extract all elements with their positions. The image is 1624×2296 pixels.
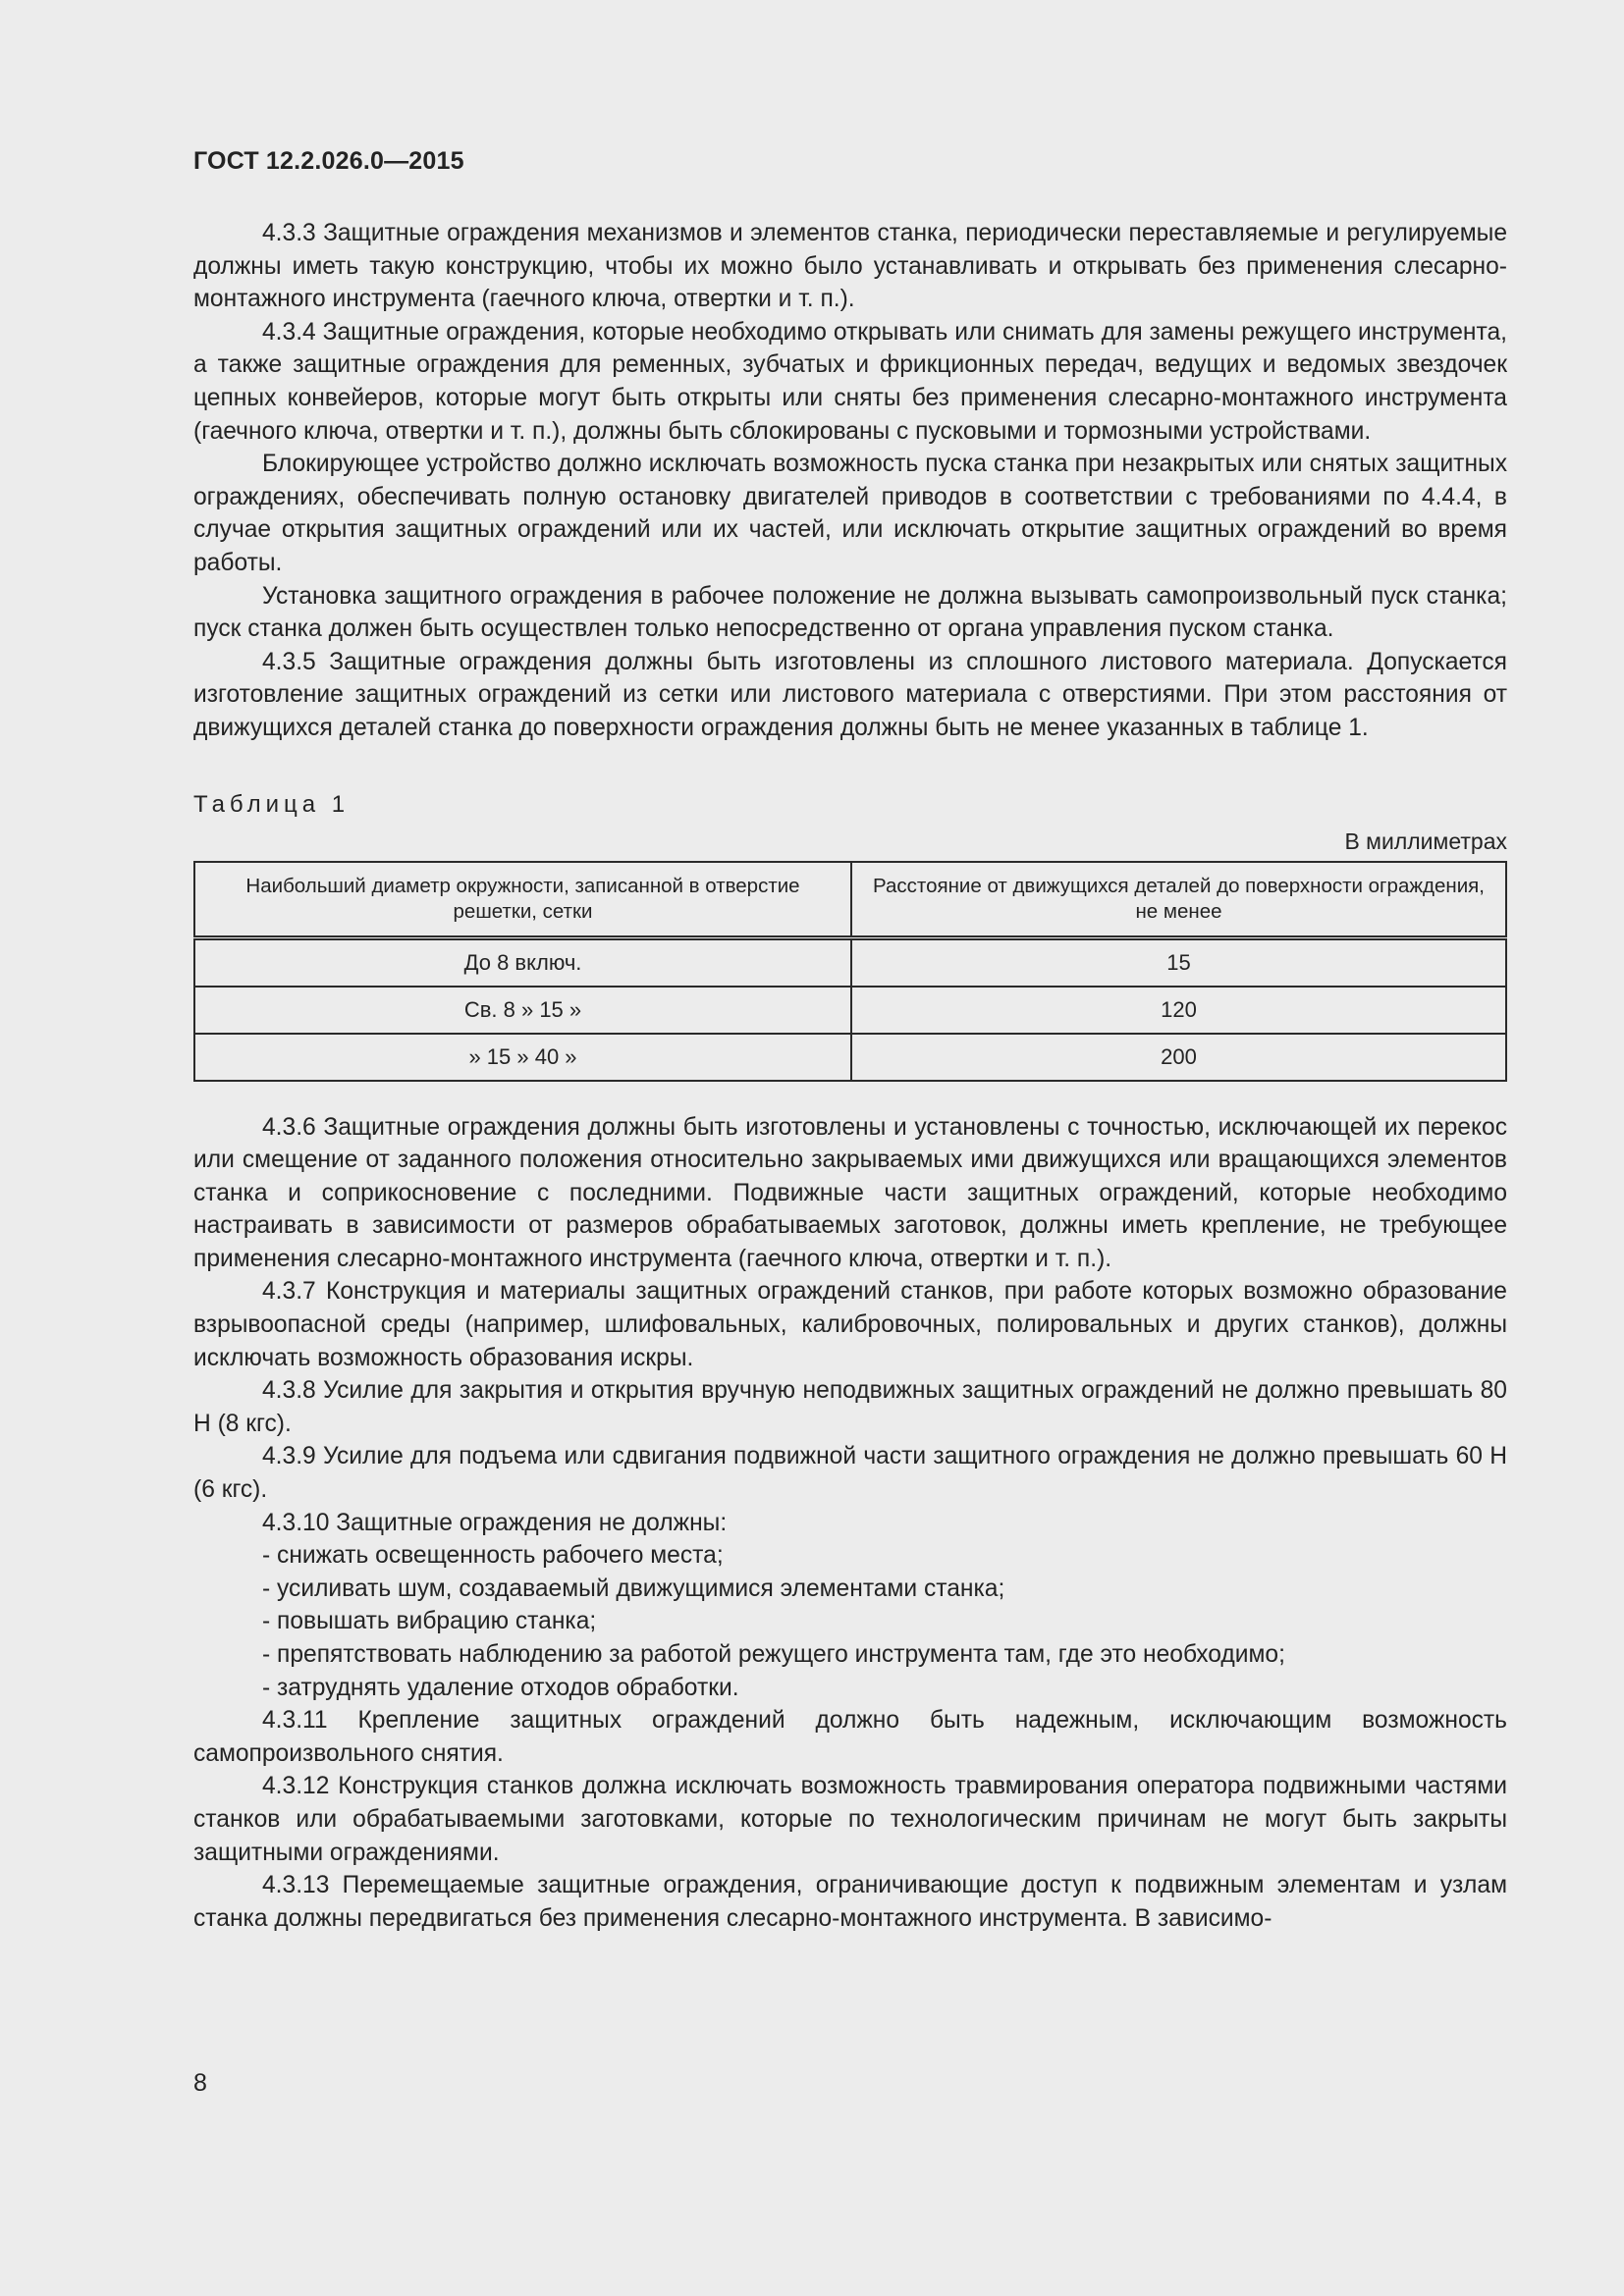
- document-page: [193, 147, 1507, 1935]
- list-item: - снижать освещенность рабочего места;: [262, 1542, 724, 1570]
- table-row: [194, 1034, 1506, 1081]
- table-cell-diameter: Св. 8 » 15 »: [194, 987, 851, 1034]
- table-header-distance: Расстояние от движущихся деталей до поверхности ограждения, не менее: [851, 862, 1506, 938]
- paragraph-4-3-4: 4.3.4 Защитные ограждения, которые необходимо открывать или снимать для замены режущего инструмента, а также защитные ограждения для ременных, зубчатых и фрикционных передач, ведущих и ведомых звездочек цепных конвейеров, которые могут быть открыты или сняты без применения слесарно-монтажного инструмента (гаечного ключа, отвертки и т. п.), должны быть сблокированы с пусковыми и тормозными устройствами.: [193, 318, 1507, 445]
- table-cell-distance: 120: [851, 987, 1506, 1034]
- table-cell-diameter: » 15 » 40 »: [194, 1034, 851, 1081]
- table-cell-distance: 200: [851, 1034, 1506, 1081]
- distance-table: [193, 861, 1507, 1082]
- paragraph-4-3-6: 4.3.6 Защитные ограждения должны быть изготовлены и установлены с точностью, исключающей их перекос или смещение от заданного положения относительно закрываемых ими движущихся или вращающихся элементов станка и соприкосновение с последними. Подвижные части защитных ограждений, которые необходимо настраивать в зависимости от размеров обрабатываемых заготовок, должны иметь крепление, не требующее применения слесарно-монтажного инструмента (гаечного ключа, отвертки и т. п.).: [193, 1113, 1507, 1272]
- table-caption: Таблица 1: [193, 790, 351, 818]
- standard-header: ГОСТ 12.2.026.0—2015: [193, 147, 464, 175]
- page-number: 8: [193, 2069, 207, 2097]
- list-item: - усиливать шум, создаваемый движущимися элементами станка;: [262, 1575, 1005, 1602]
- paragraph-4-3-11: 4.3.11 Крепление защитных ограждений должно быть надежным, исключающим возможность самопроизвольного снятия.: [193, 1707, 1507, 1767]
- paragraph-4-3-7: 4.3.7 Конструкция и материалы защитных ограждений станков, при работе которых возможно образование взрывоопасной среды (например, шлифовальных, калибровочных, полировальных и других станков), должны исключать возможность образования искры.: [193, 1278, 1507, 1371]
- paragraph-blocking-device: Блокирующее устройство должно исключать возможность пуска станка при незакрытых или снятых защитных ограждениях, обеспечивать полную остановку двигателей приводов в соответствии с требованиями по 4.4.4, в случае открытия защитных ограждений или их частей, или исключать открытие защитных ограждений во время работы.: [193, 451, 1507, 576]
- table-cell-distance: 15: [851, 937, 1506, 987]
- paragraph-guard-installation: Установка защитного ограждения в рабочее положение не должна вызывать самопроизвольный пуск станка; пуск станка должен быть осуществлен только непосредственно от органа управления пуском станка.: [193, 582, 1507, 643]
- paragraph-4-3-13: 4.3.13 Перемещаемые защитные ограждения, ограничивающие доступ к подвижным элементам и узлам станка должны передвигаться без применения слесарно-монтажного инструмента. В зависимо-: [193, 1872, 1507, 1932]
- paragraph-4-3-5: 4.3.5 Защитные ограждения должны быть изготовлены из сплошного листового материала. Допускается изготовление защитных ограждений из сетки или листового материала с отверстиями. При этом расстояния от движущихся деталей станка до поверхности ограждения должны быть не менее указанных в таблице 1.: [193, 648, 1507, 741]
- table-units: В миллиметрах: [1344, 828, 1507, 854]
- table-row: [194, 937, 1506, 987]
- table-row: [194, 987, 1506, 1034]
- list-item: - препятствовать наблюдению за работой режущего инструмента там, где это необходимо;: [262, 1641, 1285, 1668]
- table-header-diameter: Наибольший диаметр окружности, записанной в отверстие решетки, сетки: [194, 862, 851, 938]
- list-item: - повышать вибрацию станка;: [262, 1608, 597, 1635]
- paragraph-4-3-8: 4.3.8 Усилие для закрытия и открытия вручную неподвижных защитных ограждений не должно превышать 80 Н (8 кгс).: [193, 1377, 1507, 1437]
- paragraph-4-3-3: 4.3.3 Защитные ограждения механизмов и элементов станка, периодически переставляемые и регулируемые должны иметь такую конструкцию, чтобы их можно было устанавливать и открывать без применения слесарно-монтажного инструмента (гаечного ключа, отвертки и т. п.).: [193, 220, 1507, 313]
- list-item: - затруднять удаление отходов обработки.: [262, 1674, 739, 1701]
- table-cell-diameter: До 8 включ.: [194, 937, 851, 987]
- paragraph-4-3-12: 4.3.12 Конструкция станков должна исключать возможность травмирования оператора подвижными частями станков или обрабатываемыми заготовками, которые по технологическим причинам не могут быть закрыты защитными ограждениями.: [193, 1773, 1507, 1866]
- paragraph-4-3-10: 4.3.10 Защитные ограждения не должны:: [262, 1509, 728, 1536]
- table-header-row: [194, 862, 1506, 938]
- paragraph-4-3-9: 4.3.9 Усилие для подъема или сдвигания подвижной части защитного ограждения не должно превышать 60 Н (6 кгс).: [193, 1443, 1507, 1504]
